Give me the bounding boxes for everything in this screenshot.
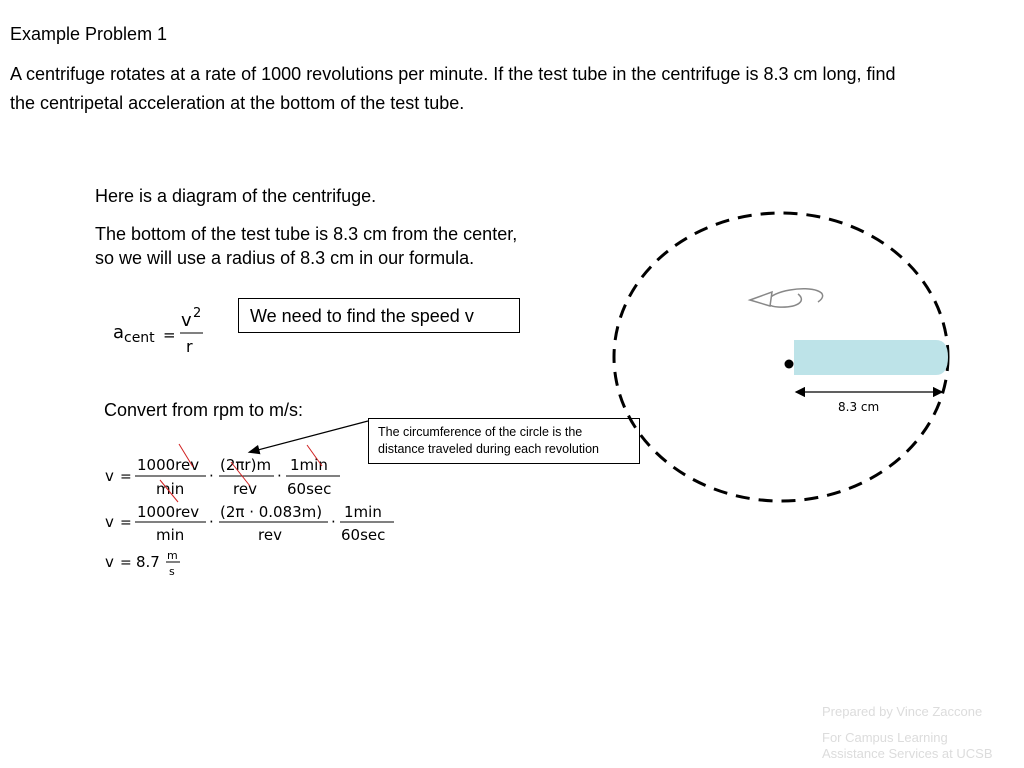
eq1-f1-den: min	[156, 480, 185, 498]
problem-line-1: A centrifuge rotates at a rate of 1000 revolutions per minute. If the test tube in the centrifuge is 8.3 cm long, find	[10, 64, 896, 84]
centrifuge-diagram	[600, 200, 970, 520]
curved-arrow-icon	[750, 289, 823, 307]
eq1-f3-num: 1min	[290, 456, 328, 474]
eq1-f3-den: 60sec	[287, 480, 332, 498]
formula-denominator: r	[186, 337, 193, 356]
eq1-lhs: v	[105, 467, 114, 485]
radius-line-1: The bottom of the test tube is 8.3 cm from the center,	[95, 224, 518, 244]
acceleration-formula	[105, 300, 215, 360]
eq1-dot-1: ·	[209, 467, 214, 485]
radius-line-2: so we will use a radius of 8.3 cm in our formula.	[95, 248, 475, 268]
eq2-dot-1: ·	[209, 513, 214, 531]
footer-affiliation-line-2: Assistance Services at UCSB	[822, 746, 993, 761]
eq2-f3-num: 1min	[344, 503, 382, 521]
test-tube	[794, 340, 948, 375]
eq2-f1-num: 1000rev	[137, 503, 200, 521]
eq2-f3-den: 60sec	[341, 526, 386, 544]
eq2-f2-den: rev	[258, 526, 282, 544]
eq1-f1-num: 1000rev	[137, 456, 200, 474]
eq2-f1-den: min	[156, 526, 185, 544]
problem-line-2: the centripetal acceleration at the bottom of the test tube.	[10, 93, 465, 113]
eq3-lhs: v	[105, 553, 114, 571]
eq2-f2-num: (2π · 0.083m)	[220, 503, 323, 521]
footer-affiliation	[822, 730, 993, 762]
page-title: Example Problem 1	[10, 24, 168, 44]
eq3-unit-den: s	[169, 565, 175, 578]
eq1-dot-2: ·	[277, 467, 282, 485]
formula-subscript: cent	[124, 330, 155, 346]
formula-equals: =	[163, 326, 176, 344]
problem-statement	[10, 60, 1010, 118]
diagram-intro: Here is a diagram of the centrifuge.	[95, 186, 377, 206]
convert-label: Convert from rpm to m/s:	[104, 400, 304, 420]
radius-explanation	[95, 222, 517, 270]
footer-author: Prepared by Vince Zaccone	[822, 704, 983, 719]
center-point	[785, 360, 794, 369]
formula-a: a	[113, 322, 125, 343]
formula-exponent: 2	[193, 306, 202, 321]
eq2-dot-2: ·	[331, 513, 336, 531]
circumference-note-line-2: distance traveled during each revolution	[378, 442, 599, 456]
circumference-note-line-1: The circumference of the circle is the	[378, 425, 583, 439]
equation-2	[105, 503, 394, 544]
eq1-f2-den: rev	[233, 480, 257, 498]
eq2-lhs: v	[105, 513, 114, 531]
formula-numerator: v	[181, 310, 192, 331]
eq2-equals: =	[120, 515, 132, 531]
eq1-f2-num: (2πr)m	[220, 456, 272, 474]
equation-1	[105, 444, 340, 502]
eq1-equals: =	[120, 469, 132, 485]
footer-affiliation-line-1: For Campus Learning	[822, 730, 948, 745]
eq3-unit-num: m	[167, 549, 178, 562]
speed-equations	[100, 440, 410, 585]
eq3-value: 8.7	[136, 553, 160, 571]
find-speed-box: We need to find the speed v	[238, 298, 520, 333]
eq3-equals: =	[120, 555, 132, 571]
length-label: 8.3 cm	[838, 400, 880, 414]
equation-3	[105, 549, 180, 578]
